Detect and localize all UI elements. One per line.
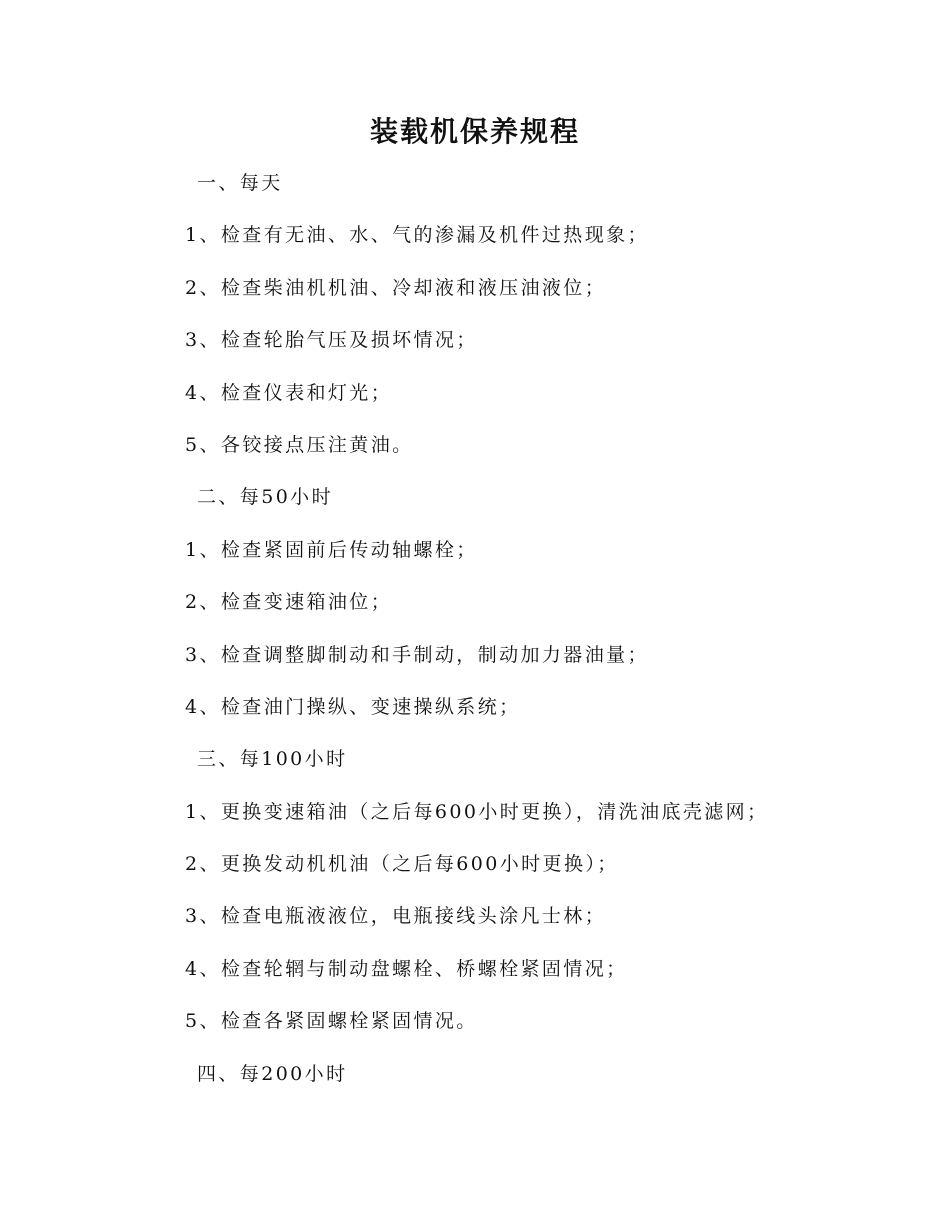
list-item: 2、检查变速箱油位； — [185, 591, 393, 614]
list-item: 4、检查仪表和灯光； — [185, 381, 393, 404]
section-heading: 四、每200小时 — [197, 1062, 348, 1085]
list-item: 3、检查轮胎气压及损坏情况； — [185, 329, 478, 352]
section-heading: 二、每50小时 — [197, 486, 333, 509]
list-item: 1、更换变速箱油（之后每600小时更换），清洗油底壳滤网； — [185, 800, 769, 823]
list-item: 3、检查调整脚制动和手制动，制动加力器油量； — [185, 643, 649, 666]
list-item: 5、各铰接点压注黄油。 — [185, 433, 414, 456]
document-title: 装载机保养规程 — [369, 115, 580, 148]
document-body — [185, 165, 885, 1108]
section-heading: 一、每天 — [197, 172, 283, 194]
list-item: 1、检查有无油、水、气的渗漏及机件过热现象； — [185, 224, 649, 247]
list-item: 4、检查油门操纵、变速操纵系统； — [185, 695, 521, 718]
list-item: 2、更换发动机机油（之后每600小时更换）； — [185, 853, 619, 876]
list-item: 4、检查轮辋与制动盘螺栓、桥螺栓紧固情况； — [185, 957, 628, 980]
list-item: 5、检查各紧固螺栓紧固情况。 — [185, 1010, 478, 1033]
list-item: 3、检查电瓶液液位，电瓶接线头涂凡士林； — [185, 905, 607, 928]
section-heading: 三、每100小时 — [197, 748, 348, 771]
list-item: 2、检查柴油机机油、冷却液和液压油液位； — [185, 276, 607, 299]
list-item: 1、检查紧固前后传动轴螺栓； — [185, 538, 478, 561]
